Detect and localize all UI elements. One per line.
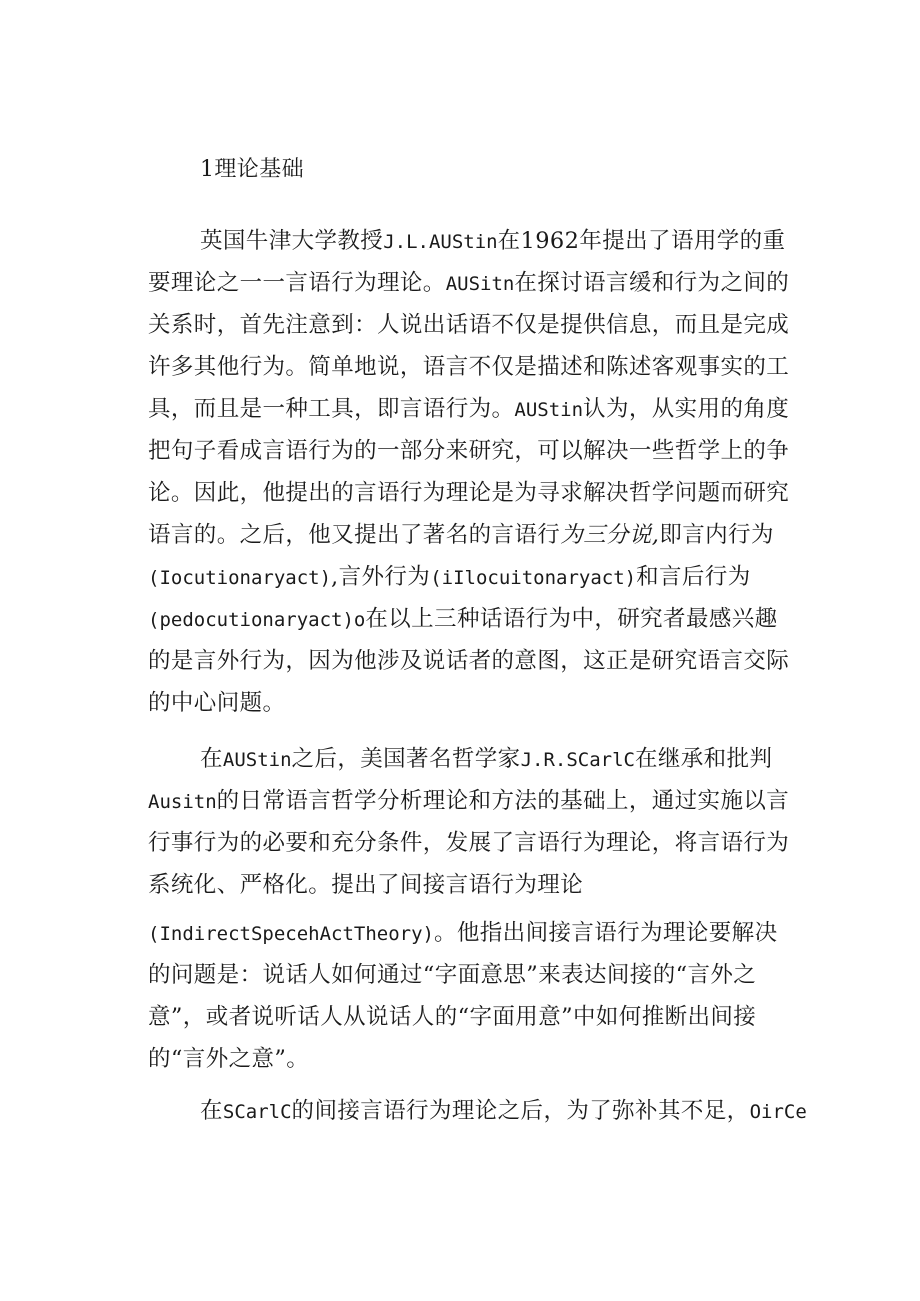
text-run: 要理论之一一言语行为理论。 [148, 270, 446, 296]
text-run: 在1962年提出了语用学的重 [497, 228, 786, 254]
paragraph-line: 的“言外之意”。 [148, 1046, 310, 1072]
paragraph-line [200, 744, 772, 775]
paragraph-line [148, 562, 751, 593]
paragraph-line: 的问题是：说话人如何通过“字面意思”来表达间接的“言外之 [148, 962, 757, 988]
latin-run: J.L.AUStin [383, 231, 498, 253]
text-run: 之后，美国著名哲学家 [291, 746, 521, 772]
text-run: 。他指出间接言语行为理论要解决 [433, 920, 778, 946]
paragraph-line: 论。因此，他提出的言语行为理论是为寻求解决哲学问题而研究 [148, 480, 790, 506]
paragraph-line [148, 604, 778, 635]
text-run: 在 [200, 746, 223, 772]
text-run: 在 [200, 1098, 223, 1124]
text-run: 认为，从实用的角度 [583, 396, 790, 422]
latin-run: AUStin [514, 399, 584, 421]
paragraph-line: 把句子看成言语行为的一部分来研究，可以解决一些哲学上的争 [148, 438, 790, 464]
latin-run: (iIlocuitonaryact) [430, 567, 637, 589]
text-run: 在继承和批判 [634, 746, 773, 772]
text-run: 在探讨语言缓和行为之间的 [514, 270, 790, 296]
section-heading: 1理论基础 [200, 157, 304, 182]
text-run: 即言内行为 [659, 522, 774, 548]
latin-run: (Iocutionaryact) [148, 567, 332, 589]
latin-run: AUSitn [445, 273, 515, 295]
latin-run: (pedocutionaryact)o [148, 609, 366, 631]
latin-run: (IndirectSpecehActTheory) [148, 923, 434, 945]
text-run: 的间接言语行为理论之后，为了弥补其不足， [291, 1098, 750, 1124]
latin-run: SCarlC [222, 1101, 292, 1123]
paragraph-line [148, 786, 789, 817]
text-run: 英国牛津大学教授 [200, 228, 384, 254]
text-run: 具，而且是一种工具，即言语行为。 [148, 396, 515, 422]
text-run: 语言的。之后，他又提出了著名的言语行 [148, 522, 561, 548]
latin-run: OirCe [749, 1101, 807, 1123]
paragraph-line: 意”，或者说听话人从说话人的“字面用意”中如何推断出间接 [148, 1004, 757, 1030]
paragraph-line [200, 1096, 807, 1127]
paragraph-line [148, 918, 778, 949]
paragraph-line [148, 394, 789, 425]
paragraph-line: 的是言外行为，因为他涉及说话者的意图，这正是研究语言交际 [148, 648, 790, 674]
latin-run: J.R.SCarlC [520, 749, 635, 771]
text-run: 的日常语言哲学分析理论和方法的基础上，通过实施以言 [216, 788, 790, 814]
text-run: 在以上三种话语行为中，研究者最感兴趣 [365, 606, 778, 632]
paragraph-line: 系统化、严格化。提出了间接言语行为理论 [148, 872, 584, 898]
latin-run: Ausitn [148, 791, 217, 813]
paragraph-line: 关系时，首先注意到：人说出话语不仅是提供信息，而且是完成 [148, 312, 790, 338]
latin-run: AUStin [222, 749, 292, 771]
paragraph-line [148, 520, 774, 550]
paragraph-line: 许多其他行为。简单地说，语言不仅是描述和陈述客观事实的工 [148, 354, 790, 380]
paragraph-line: 的中心问题。 [148, 690, 286, 716]
paragraph-line [200, 226, 785, 257]
italic-run: 为三分说, [560, 522, 660, 548]
paragraph-line: 行事行为的必要和充分条件，发展了言语行为理论，将言语行为 [148, 830, 790, 856]
paragraph-line [148, 268, 789, 299]
text-run: ,言外行为 [331, 564, 431, 590]
text-run: 和言后行为 [636, 564, 751, 590]
